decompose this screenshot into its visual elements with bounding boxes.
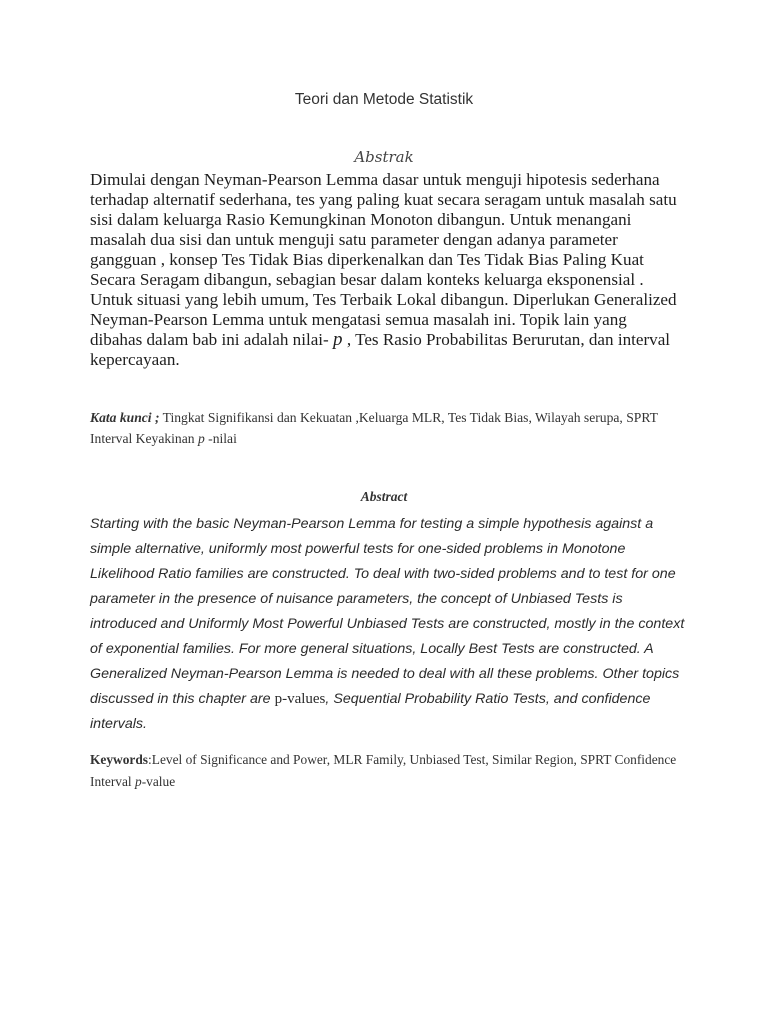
p-symbol: p — [197, 431, 205, 446]
kata-kunci-text: Tingkat Signifikansi dan Kekuatan ,Keluarga MLR, Tes Tidak Bias, Wilayah serupa, SPRT Interval Keyakinan — [90, 410, 658, 446]
kata-kunci-suffix: -nilai — [208, 431, 237, 446]
p-symbol: p — [135, 774, 142, 789]
page-title: Teori dan Metode Statistik — [294, 91, 474, 108]
keywords-text: Level of Significance and Power, MLR Family, Unbiased Test, Similar Region, SPRT Confidence Interval — [90, 752, 677, 789]
abstrak-text: Dimulai dengan Neyman-Pearson Lemma dasar untuk menguji hipotesis sederhana terhadap alternatif sederhana, tes yang paling kuat secara seragam untuk masalah satu sisi dalam keluarga Rasio Kemungkinan Monoton dibangun. Untuk menangani masalah dua sisi dan untuk menguji satu parameter dengan adanya parameter gangguan , konsep Tes Tidak Bias diperkenalkan dan Tes Tidak Bias Paling Kuat Secara Seragam dibangun, sebagian besar dalam konteks keluarga eksponensial . Untuk situasi yang lebih umum, Tes Terbaik Lokal dibangun. Diperlukan Generalized Neyman-Pearson Lemma untuk mengatasi semua masalah ini. Topik lain yang dibahas dalam bab ini adalah nilai- — [90, 170, 677, 349]
abstract-text: Starting with the basic Neyman-Pearson Lemma for testing a simple hypothesis against a simple alternative, uniformly most powerful tests for one-sided problems in Monotone Likelihood Ratio families are constructed. To deal with two-sided problems and to test for one parameter in the presence of nuisance parameters, the concept of Unbiased Tests is introduced and Uniformly Most Powerful Unbiased Tests are constructed, mostly in the context of exponential families. For more general situations, Locally Best Tests are constructed. A Generalized Neyman-Pearson Lemma is needed to deal with all these problems. Other topics discussed in this chapter are — [90, 516, 685, 707]
keywords-label: Keywords — [90, 752, 149, 767]
abstract-paragraph — [90, 512, 686, 737]
abstract-heading: Abstract — [360, 489, 408, 504]
kata-kunci-line — [90, 407, 680, 449]
abstrak-heading: Abstrak — [354, 148, 414, 166]
keywords-separator: : — [148, 752, 152, 767]
keywords-line — [90, 749, 680, 793]
p-symbol: p — [333, 329, 343, 350]
abstrak-paragraph — [90, 170, 682, 370]
p-values-term: p-values — [274, 691, 326, 707]
kata-kunci-label: Kata kunci ; — [90, 410, 160, 425]
abstrak-text-end: , Tes Rasio Probabilitas Berurutan, dan interval kepercayaan. — [90, 330, 671, 369]
abstract-text-end: , Sequential Probability Ratio Tests, and confidence intervals. — [90, 691, 651, 732]
keywords-suffix: -value — [141, 774, 176, 789]
